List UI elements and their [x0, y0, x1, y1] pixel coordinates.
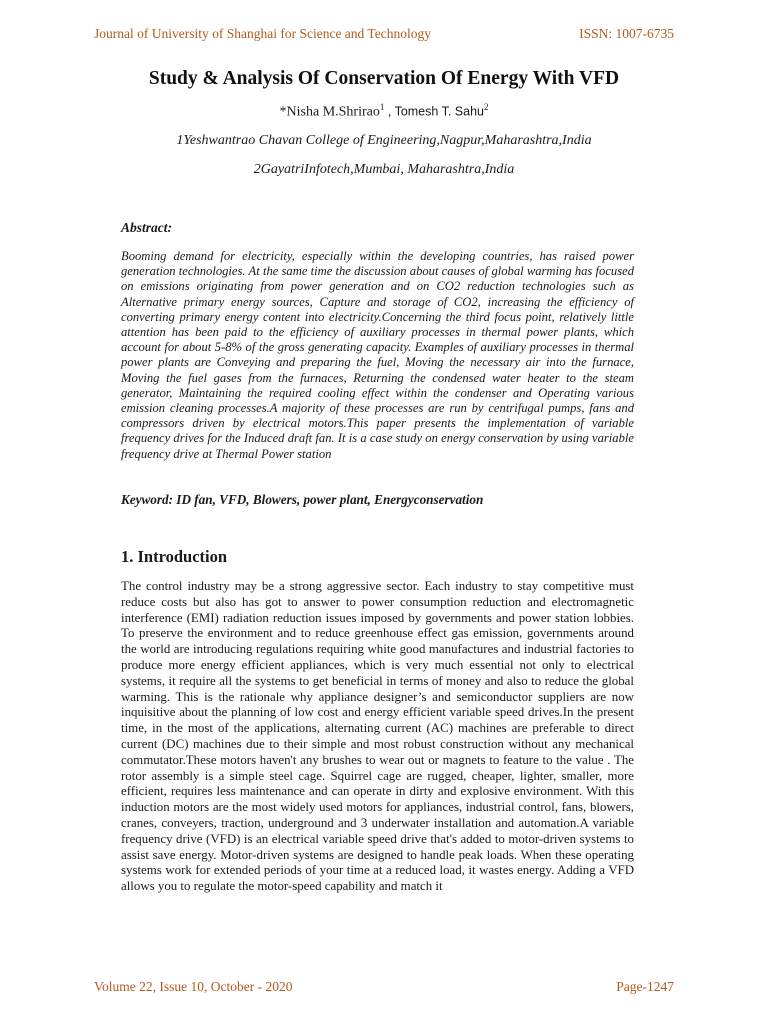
author-2-affiliation-mark: 2 [483, 102, 489, 112]
author-2: Tomesh T. Sahu [394, 104, 484, 119]
page-number: Page-1247 [616, 979, 674, 994]
author-separator: , [384, 104, 395, 119]
keywords: Keyword: ID fan, VFD, Blowers, power plant, Energyconservation [121, 492, 484, 507]
author-line [0, 102, 768, 121]
introduction-text: The control industry may be a strong aggressive sector. Each industry to stay competitive must reduce costs but also has got to answer to power consumption reduction and electromagnetic interference (EMI) radiation reduction issues imposed by governments and power station lobbies. To preserve the environment and to reduce greenhouse effect gas emission, governments around the world are introducing regulations requiring white good manufactures and industrial factories to produce more energy efficient appliances, which is very much essential not only to electrical systems, it require all the systems to get beneficial in terms of money and also to reduce the global warming. This is the rationale why appliance designer’s and semiconductor suppliers are now inquisitive about the planning of low cost and energy efficient variable speed drives.In the present time, in the most of the applications, alternating current (AC) machines are preferable to direct current (DC) machines due to their simple and most robust construction without any mechanical commutator.These motors haven't any brushes to wear out or magnets to feature to the value . The rotor assembly is a simple steel cage. Squirrel cage are rugged, cheaper, lighter, smaller, more efficient, requires less maintenance and can operate in dirty and explosive environment. With this induction motors are the most widely used motors for appliances, industrial control, fans, blowers, cranes, conveyers, traction, underground and 3 underwater installation and automation.A variable frequency drive (VFD) is an electrical variable speed drive that's added to motor-driven systems to assist save energy. Motor-driven systems are designed to handle peak loads. When these operating systems work for extended periods of your time at a reduced load, it wastes energy. Adding a VFD allows you to regulate the motor-speed capability and match it [121, 579, 634, 894]
abstract-text: Booming demand for electricity, especially within the developing countries, has raised power generation technologies. At the same time the discussion about causes of global warming has focused on emissions originating from power generation and on CO2 reduction technologies such as Alternative primary energy sources, Capture and storage of CO2, increasing the efficiency of converting primary energy content into electricity.Concerning the third focus point, relatively little attention has been paid to the efficiency of auxiliary processes in thermal power plants, which account for about 5-8% of the gross generating capacity. Examples of auxiliary processes in thermal power plants are Conveying and preparing the fuel, Moving the necessary air into the furnace, Moving the fuel gases from the furnaces, Returning the condensed water heater to the steam generator, Maintaining the required cooling effect within the condenser and Operating various emission cleaning processes.A majority of these processes are run by centrifugal pumps, fans and compressors driven by electrical motors.This paper presents the implementation of variable frequency drives for the Induced draft fan. It is a case study on energy conservation by using variable frequency drive at Thermal Power station [121, 249, 634, 461]
affiliation-2: 2GayatriInfotech,Mumbai, Maharashtra,India [253, 162, 515, 177]
paper-title: Study & Analysis Of Conservation Of Energy With VFD [148, 68, 620, 89]
author-1-affiliation-mark: 1 [379, 102, 385, 112]
affiliation-1: 1Yeshwantrao Chavan College of Engineering,Nagpur,Maharashtra,India [176, 133, 592, 148]
journal-name: Journal of University of Shanghai for Science and Technology [94, 26, 431, 41]
issn: ISSN: 1007-6735 [579, 26, 674, 41]
running-footer [94, 979, 674, 995]
section-heading-introduction: 1. Introduction [121, 547, 228, 566]
author-1: *Nisha M.Shrirao [279, 104, 380, 120]
abstract-heading: Abstract: [121, 220, 173, 235]
volume-issue: Volume 22, Issue 10, October - 2020 [94, 979, 293, 994]
running-header [94, 26, 674, 42]
